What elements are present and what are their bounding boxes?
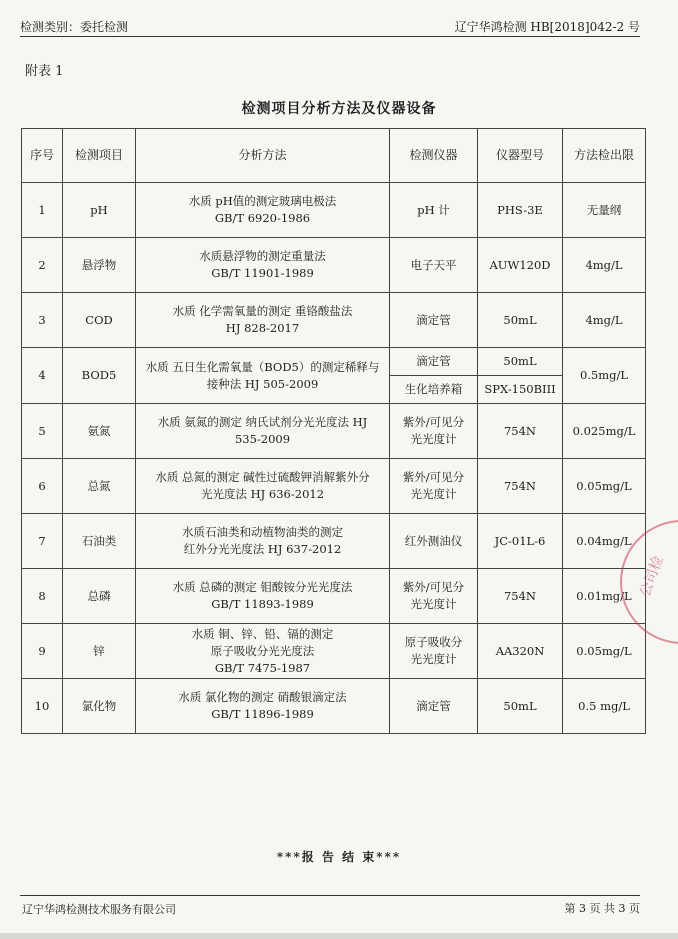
row-item: 石油类	[63, 514, 136, 569]
row-method: 水质 pH值的测定玻璃电极法 GB/T 6920-1986	[136, 183, 390, 238]
table-row	[22, 183, 646, 238]
row-model: AUW120D	[478, 238, 563, 293]
row-item: 总磷	[63, 569, 136, 624]
row-no: 10	[22, 679, 63, 734]
row-limit: 0.025mg/L	[563, 404, 646, 459]
row-instrument: 滴定管	[390, 679, 478, 734]
row-item: 锌	[63, 624, 136, 679]
row-model: AA320N	[478, 624, 563, 679]
row-item: 氨氮	[63, 404, 136, 459]
row-instrument: 紫外/可见分 光光度计	[390, 404, 478, 459]
table-row	[22, 679, 646, 734]
row-limit: 0.05mg/L	[563, 624, 646, 679]
row-limit: 无量纲	[563, 183, 646, 238]
row-limit: 0.5mg/L	[563, 348, 646, 404]
table-title: 检测项目分析方法及仪器设备	[241, 101, 437, 117]
row-limit: 4mg/L	[563, 238, 646, 293]
table-row	[22, 459, 646, 514]
row-limit: 0.5 mg/L	[563, 679, 646, 734]
detection-category: 检测类别：委托检测	[20, 20, 129, 34]
row-item: COD	[63, 293, 136, 348]
company-name: 辽宁华鸿检测技术服务有限公司	[22, 903, 176, 916]
row-limit: 0.05mg/L	[563, 459, 646, 514]
report-end-marker: ***报 告 结 束***	[276, 850, 402, 864]
row-instrument: 滴定管	[390, 293, 478, 348]
page-footer	[20, 895, 640, 916]
row-item: BOD5	[63, 348, 136, 404]
row-no: 9	[22, 624, 63, 679]
table-row	[22, 404, 646, 459]
table-header-row	[22, 129, 646, 183]
row-method: 水质 化学需氧量的测定 重铬酸盐法 HJ 828-2017	[136, 293, 390, 348]
row-no: 1	[22, 183, 63, 238]
row-instrument: 原子吸收分 光光度计	[390, 624, 478, 679]
seal-text: 公司检	[637, 553, 667, 599]
row-method: 水质石油类和动植物油类的测定 红外分光光度法 HJ 637-2012	[136, 514, 390, 569]
row-no: 3	[22, 293, 63, 348]
row-instrument: pH 计	[390, 183, 478, 238]
table-row	[22, 293, 646, 348]
col-header-model: 仪器型号	[478, 129, 563, 183]
row-no: 8	[22, 569, 63, 624]
row-method: 水质 氯化物的测定 硝酸银滴定法 GB/T 11896-1989	[136, 679, 390, 734]
row-model-2: SPX-150BIII	[478, 376, 563, 404]
row-method: 水质 五日生化需氧量（BOD5）的测定稀释与 接种法 HJ 505-2009	[136, 348, 390, 404]
row-instrument: 紫外/可见分 光光度计	[390, 459, 478, 514]
col-header-item: 检测项目	[63, 129, 136, 183]
row-method: 水质 总磷的测定 钼酸铵分光光度法 GB/T 11893-1989	[136, 569, 390, 624]
row-item: pH	[63, 183, 136, 238]
row-model: 754N	[478, 459, 563, 514]
row-item: 总氮	[63, 459, 136, 514]
appendix-label: 附表 1	[25, 64, 64, 79]
row-no: 5	[22, 404, 63, 459]
row-model: 50mL	[478, 679, 563, 734]
row-model: 754N	[478, 569, 563, 624]
methods-table	[21, 128, 646, 734]
row-no: 6	[22, 459, 63, 514]
page-header	[20, 14, 640, 37]
row-limit: 0.01mg/L	[563, 569, 646, 624]
row-instrument: 紫外/可见分 光光度计	[390, 569, 478, 624]
report-number: 辽宁华鸿检测 HB[2018]042-2 号	[454, 20, 640, 34]
table-row	[22, 514, 646, 569]
row-method: 水质 总氮的测定 碱性过硫酸钾消解紫外分 光光度法 HJ 636-2012	[136, 459, 390, 514]
row-model: 50mL	[478, 293, 563, 348]
row-method: 水质悬浮物的测定重量法 GB/T 11901-1989	[136, 238, 390, 293]
row-item: 氯化物	[63, 679, 136, 734]
row-model: 754N	[478, 404, 563, 459]
col-header-method: 分析方法	[136, 129, 390, 183]
row-instrument: 电子天平	[390, 238, 478, 293]
row-no: 7	[22, 514, 63, 569]
row-item: 悬浮物	[63, 238, 136, 293]
page-number: 第 3 页 共 3 页	[564, 902, 640, 915]
row-method: 水质 铜、锌、铅、镉的测定 原子吸收分光光度法 GB/T 7475-1987	[136, 624, 390, 679]
page-edge	[0, 933, 678, 939]
table-row	[22, 348, 646, 376]
row-instrument-2: 生化培养箱	[390, 376, 478, 404]
row-no: 4	[22, 348, 63, 404]
row-model: JC-01L-6	[478, 514, 563, 569]
row-model: 50mL	[478, 348, 563, 376]
row-limit: 0.04mg/L	[563, 514, 646, 569]
row-limit: 4mg/L	[563, 293, 646, 348]
col-header-no: 序号	[22, 129, 63, 183]
table-row	[22, 624, 646, 679]
row-method: 水质 氨氮的测定 纳氏试剂分光光度法 HJ 535-2009	[136, 404, 390, 459]
row-instrument: 滴定管	[390, 348, 478, 376]
row-no: 2	[22, 238, 63, 293]
table-row	[22, 569, 646, 624]
row-instrument: 红外测油仪	[390, 514, 478, 569]
col-header-limit: 方法检出限	[563, 129, 646, 183]
table-row	[22, 238, 646, 293]
col-header-instrument: 检测仪器	[390, 129, 478, 183]
row-model: PHS-3E	[478, 183, 563, 238]
